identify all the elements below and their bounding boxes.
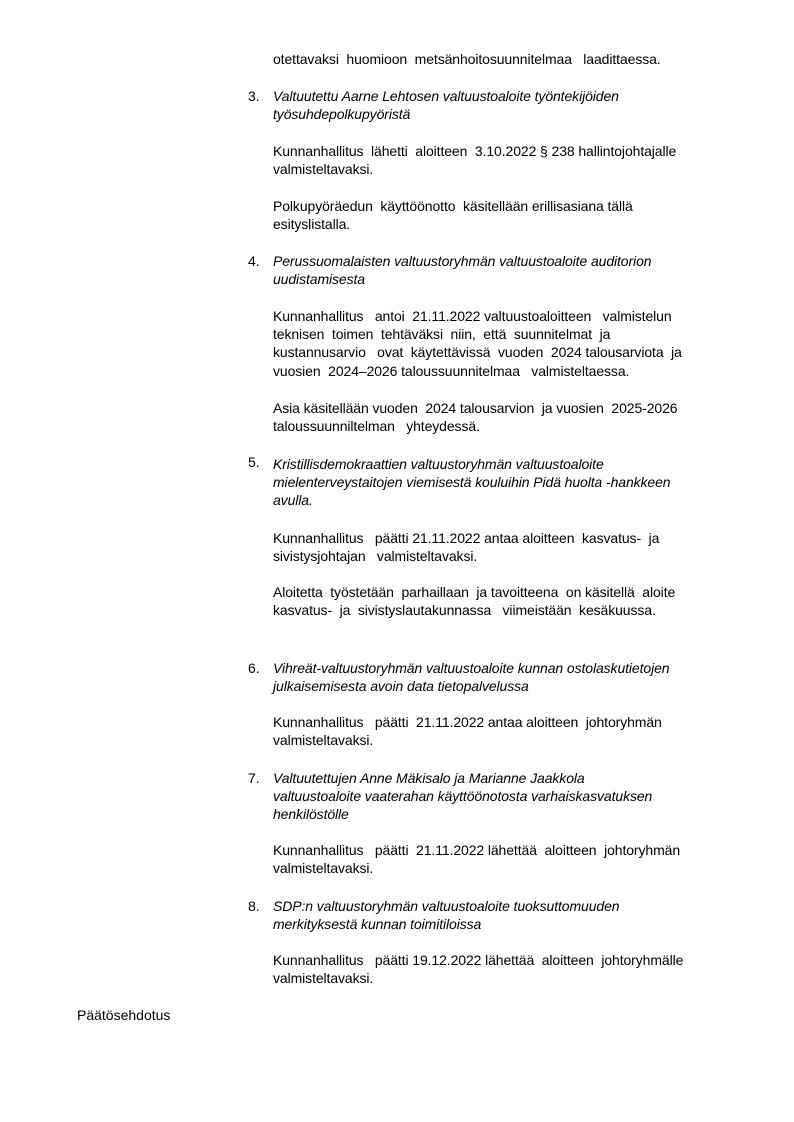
item-title <box>273 252 743 288</box>
title-line: henkilöstölle <box>273 806 349 823</box>
paragraph-line: esityslistalla. <box>273 216 351 233</box>
item-paragraph <box>273 951 743 987</box>
item-paragraph <box>273 841 743 877</box>
title-line: työsuhdepolkupyöristä <box>273 106 411 123</box>
item-paragraph <box>273 197 743 233</box>
paragraph-line: valmisteltavaksi. <box>273 970 374 987</box>
item-paragraph <box>273 399 743 435</box>
paragraph-line: valmisteltavaksi. <box>273 161 374 178</box>
item-paragraph <box>273 529 743 565</box>
title-line: Valtuutettujen Anne Mäkisalo ja Marianne Jaakkola <box>273 770 585 786</box>
paragraph-line: Polkupyöräedun käyttöönotto käsitellään erillisasiana tällä <box>273 198 633 214</box>
title-line: julkaisemisesta avoin data tietopalvelussa <box>273 678 529 695</box>
title-line: mielenterveystaitojen viemisestä kouluihin Pidä huolta -hankkeen <box>273 474 671 491</box>
item-paragraph <box>273 142 743 178</box>
paragraph-line: valmisteltavaksi. <box>273 860 374 877</box>
title-line: valtuustoaloite vaaterahan käyttöönotosta varhaiskasvatuksen <box>273 788 653 805</box>
item-paragraph <box>273 583 743 619</box>
paragraph-line: kasvatus- ja sivistyslautakunnassa viimeistään kesäkuussa. <box>273 602 656 619</box>
item-number: 3. <box>248 88 260 104</box>
item-paragraph <box>273 307 743 380</box>
paragraph-line: Kunnanhallitus päätti 21.11.2022 lähettää aloitteen johtoryhmän <box>273 842 681 858</box>
paragraph-line: taloussuunniltelman yhteydessä. <box>273 418 480 435</box>
title-line: uudistamisesta <box>273 271 365 288</box>
paragraph-line: Kunnanhallitus antoi 21.11.2022 valtuustoaloitteen valmistelun <box>273 308 672 324</box>
item-number: 7. <box>248 770 260 786</box>
paragraph-line: sivistysjohtajan valmisteltavaksi. <box>273 548 478 565</box>
title-line: merkityksestä kunnan toimitiloissa <box>273 916 482 933</box>
paragraph-line: valmisteltavaksi. <box>273 732 374 749</box>
item-title <box>273 87 743 123</box>
item-paragraph <box>273 713 743 749</box>
item-number: 8. <box>248 898 260 914</box>
continuation-text: otettavaksi huomioon metsänhoitosuunnitelmaa laadittaessa. <box>273 51 661 67</box>
title-line: avulla. <box>273 492 313 509</box>
title-line: Valtuutettu Aarne Lehtosen valtuustoaloite työntekijöiden <box>273 88 619 104</box>
item-title <box>273 659 743 695</box>
item-number: 4. <box>248 253 260 269</box>
paragraph-line: kustannusarvio ovat käytettävissä vuoden 2024 talousarviota ja <box>273 344 682 361</box>
item-title <box>273 897 743 933</box>
paragraph-line: teknisen toimen tehtäväksi niin, että suunnitelmat ja <box>273 326 611 343</box>
paragraph-line: Kunnanhallitus päätti 21.11.2022 antaa aloitteen kasvatus- ja <box>273 530 660 546</box>
title-line: Perussuomalaisten valtuustoryhmän valtuustoaloite auditorion <box>273 253 652 269</box>
paragraph-line: Kunnanhallitus lähetti aloitteen 3.10.2022 § 238 hallintojohtajalle <box>273 143 677 159</box>
item-title <box>273 769 743 824</box>
paragraph-line: Asia käsitellään vuoden 2024 talousarvion ja vuosien 2025-2026 <box>273 400 678 416</box>
title-line: SDP:n valtuustoryhmän valtuustoaloite tuoksuttomuuden <box>273 898 620 914</box>
paragraph-line: Kunnanhallitus päätti 21.11.2022 antaa aloitteen johtoryhmän <box>273 714 662 730</box>
title-line: Vihreät-valtuustoryhmän valtuustoaloite kunnan ostolaskutietojen <box>273 660 670 676</box>
section-label-paatosehdotus: Päätösehdotus <box>77 1007 171 1023</box>
item-number: 6. <box>248 660 260 676</box>
title-line: Kristillisdemokraattien valtuustoryhmän valtuustoaloite <box>273 456 604 472</box>
paragraph-line: Kunnanhallitus päätti 19.12.2022 lähettää aloitteen johtoryhmälle <box>273 952 684 968</box>
paragraph-line: Aloitetta työstetään parhaillaan ja tavoitteena on käsitellä aloite <box>273 584 676 600</box>
paragraph-line: vuosien 2024–2026 taloussuunnitelmaa valmisteltaessa. <box>273 362 630 379</box>
item-title <box>273 455 743 510</box>
item-number: 5. <box>248 454 260 470</box>
